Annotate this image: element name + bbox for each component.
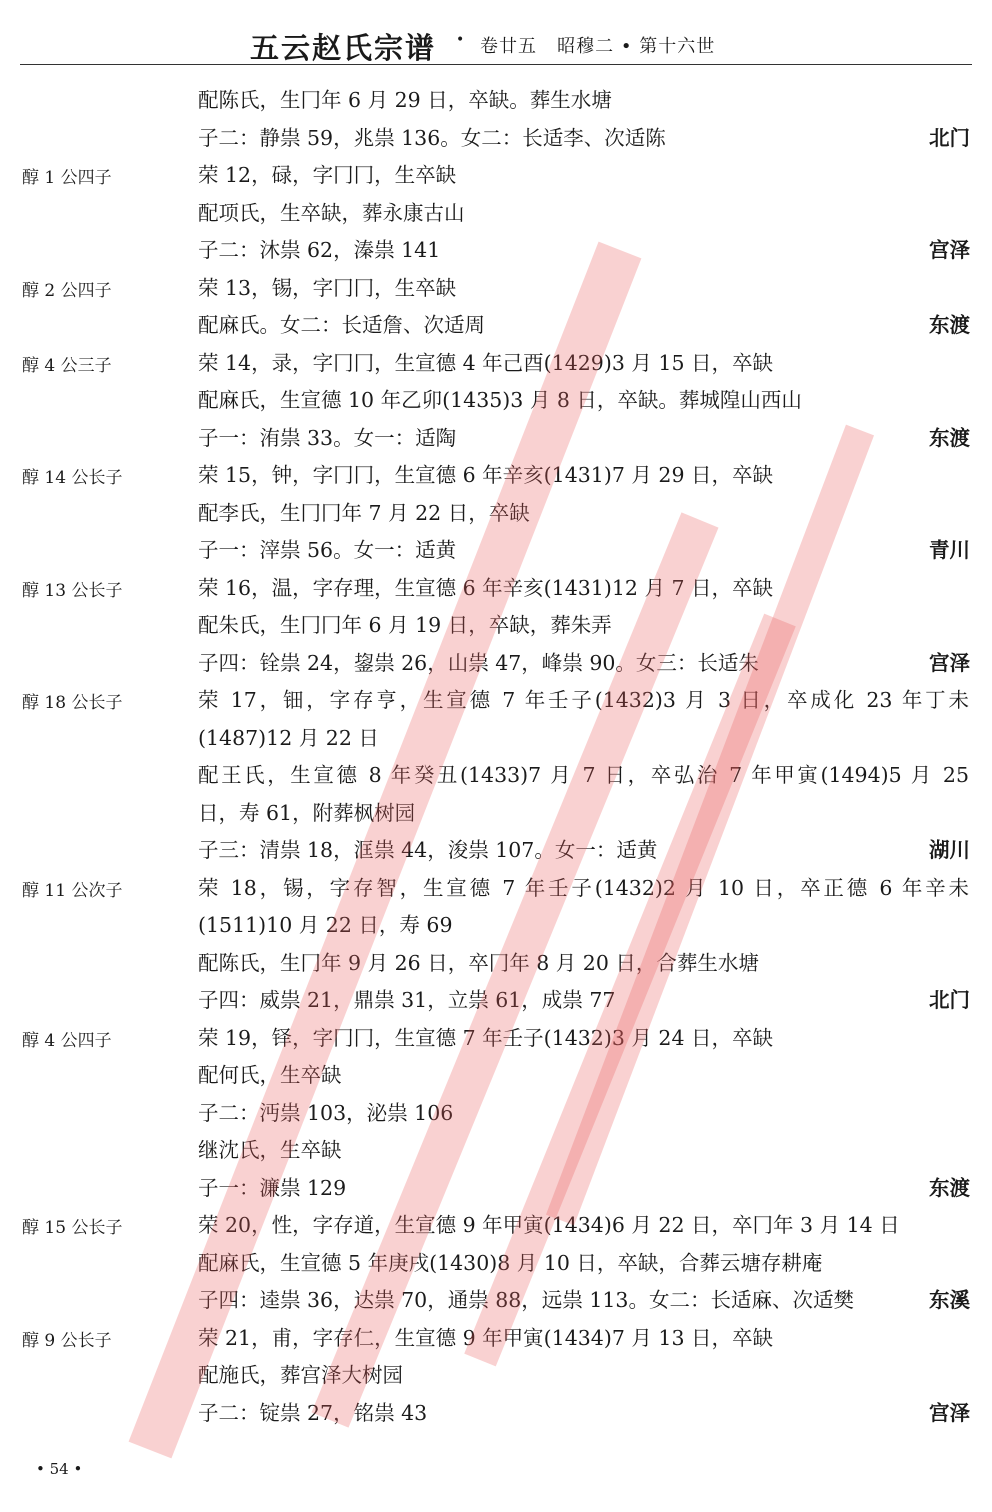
entry-text: 子二：锭祟 27，铭祟 43	[198, 1400, 428, 1425]
entry-line	[0, 1095, 992, 1132]
entry-text: 荣 21，甫，字存仁，生宣德 9 年甲寅(1434)7 月 13 日，卒缺	[198, 1325, 774, 1350]
residence-label: 宫泽	[929, 1400, 970, 1425]
entry-text: (1487)12 月 22 日	[198, 725, 379, 750]
entry-line	[0, 945, 992, 982]
entry-line	[0, 232, 992, 269]
entry-line	[0, 795, 992, 832]
entry-line	[0, 870, 992, 907]
entry-line	[0, 532, 992, 569]
residence-label: 东渡	[929, 1175, 970, 1200]
entry-line	[0, 1320, 992, 1357]
entry-line	[0, 495, 992, 532]
entry-text: 配施氏，葬宫泽大树园	[198, 1363, 403, 1387]
entry-line	[0, 270, 992, 307]
parent-label: 醇 4 公三子	[22, 355, 112, 376]
residence-label: 东渡	[929, 425, 970, 450]
page-header	[0, 26, 992, 64]
residence-label: 宫泽	[929, 650, 970, 675]
entry-line	[0, 570, 992, 607]
entry-text: 子四：逵祟 36，达祟 70，通祟 88，远祟 113。女二：长适麻、次适樊	[198, 1288, 854, 1312]
entry-line	[0, 420, 992, 457]
entry-text: 荣 19，铎，字冂冂，生宣德 7 年壬子(1432)3 月 24 日，卒缺	[198, 1025, 774, 1050]
parent-label: 醇 13 公长子	[22, 580, 123, 601]
entry-text: 配麻氏，生宣德 10 年乙卯(1435)3 月 8 日，卒缺。葬城隍山西山	[198, 388, 802, 412]
entry-text: 配李氏，生冂冂年 7 月 22 日，卒缺	[198, 500, 530, 525]
entry-text: 配陈氏，生冂年 9 月 26 日，卒冂年 8 月 20 日，合葬生水塘	[198, 950, 759, 975]
entry-text: 子一：洧祟 33。女一：适陶	[198, 425, 457, 450]
residence-label: 湖川	[929, 838, 970, 862]
entry-line	[0, 345, 992, 382]
entry-line	[0, 382, 992, 419]
entry-line	[0, 720, 992, 757]
parent-label: 醇 18 公长子	[22, 693, 123, 713]
residence-label: 宫泽	[929, 238, 970, 262]
entry-line	[0, 645, 992, 682]
entry-text: 子一：濂祟 129	[198, 1175, 347, 1200]
entry-line	[0, 457, 992, 494]
entry-line	[0, 832, 992, 869]
entry-line	[0, 1057, 992, 1094]
entry-text: 荣 18，锡，字存智，生宣德 7 年壬子(1432)2 月 10 日，卒正德 6 年辛未	[198, 875, 969, 900]
entry-text: 荣 17，钿，字存亨，生宣德 7 年壬子(1432)3 月 3 日，卒成化 23 年丁未	[198, 688, 969, 712]
parent-label: 醇 11 公次子	[22, 880, 123, 901]
page-number: • 54 •	[36, 1460, 83, 1478]
entry-text: 配麻氏。女二：长适詹、次适周	[198, 313, 485, 337]
entry-text: 子四：威祟 21，鼎祟 31，立祟 61，成祟 77	[198, 988, 616, 1012]
entry-line	[0, 1132, 992, 1169]
entry-line	[0, 982, 992, 1019]
entry-text: 子二：静祟 59，兆祟 136。女二：长适李、次适陈	[198, 125, 666, 150]
entry-text: 配麻氏，生宣德 5 年庚戌(1430)8 月 10 日，卒缺，合葬云塘存耕庵	[198, 1250, 823, 1275]
residence-label: 东渡	[929, 313, 970, 337]
entry-text: 子二：沐祟 62，溱祟 141	[198, 238, 441, 262]
entry-line	[0, 82, 992, 119]
residence-label: 北门	[929, 988, 970, 1012]
entry-line	[0, 157, 992, 194]
entry-text: (1511)10 月 22 日，寿 69	[198, 913, 453, 937]
entry-text: 配朱氏，生冂冂年 6 月 19 日，卒缺，葬朱弄	[198, 613, 612, 637]
header-rule	[20, 64, 972, 65]
residence-label: 青川	[929, 538, 970, 562]
parent-label: 醇 4 公四子	[22, 1030, 112, 1051]
book-title: 五云赵氏宗谱	[250, 31, 437, 65]
entry-line	[0, 682, 992, 719]
entry-text: 荣 15，钟，字冂冂，生宣德 6 年辛亥(1431)7 月 29 日，卒缺	[198, 463, 774, 487]
residence-label: 北门	[929, 125, 970, 150]
parent-label: 醇 9 公长子	[22, 1330, 112, 1351]
entry-line	[0, 1357, 992, 1394]
entry-text: 荣 14，录，字冂冂，生宣德 4 年己酉(1429)3 月 15 日，卒缺	[198, 350, 774, 375]
volume-subtitle: 卷廿五 昭穆二 • 第十六世	[480, 36, 716, 57]
entry-line	[0, 907, 992, 944]
parent-label: 醇 1 公四子	[22, 168, 112, 188]
entry-line	[0, 307, 992, 344]
parent-label: 醇 14 公长子	[22, 468, 123, 488]
entry-line	[0, 1020, 992, 1057]
entry-line	[0, 120, 992, 157]
entry-text: 荣 12，碌，字冂冂，生卒缺	[198, 163, 457, 187]
entry-text: 子一：滓祟 56。女一：适黄	[198, 538, 457, 562]
entry-text: 配何氏，生卒缺	[198, 1063, 342, 1087]
entry-line	[0, 1282, 992, 1319]
entry-text: 日，寿 61，附葬枫树园	[198, 800, 416, 825]
entry-text: 荣 16，温，字存理，生宣德 6 年辛亥(1431)12 月 7 日，卒缺	[198, 575, 774, 600]
entry-line	[0, 1395, 992, 1432]
entry-text: 荣 13，锡，字冂冂，生卒缺	[198, 275, 457, 300]
entry-text: 配陈氏，生冂年 6 月 29 日，卒缺。葬生水塘	[198, 88, 612, 112]
entry-text: 配王氏，生宣德 8 年癸丑(1433)7 月 7 日，卒弘治 7 年甲寅(1494)5 月 25	[198, 763, 969, 787]
entry-text: 继沈氏，生卒缺	[198, 1138, 342, 1162]
entry-line	[0, 1207, 992, 1244]
residence-label: 东溪	[929, 1288, 970, 1312]
entry-line	[0, 757, 992, 794]
title-separator: •	[456, 32, 465, 48]
entry-text: 子四：铨祟 24，鋆祟 26，山祟 47，峰祟 90。女三：长适朱	[198, 650, 759, 675]
entry-text: 子三：清祟 18，洭祟 44，浚祟 107。女一：适黄	[198, 838, 658, 862]
entry-text: 荣 20，性，字存道，生宣德 9 年甲寅(1434)6 月 22 日，卒冂年 3 月 14 日	[198, 1213, 900, 1237]
entry-text: 子二：沔祟 103，泌祟 106	[198, 1100, 454, 1125]
parent-label: 醇 15 公长子	[22, 1218, 123, 1238]
entry-text: 配项氏，生卒缺，葬永康古山	[198, 200, 465, 225]
entry-line	[0, 195, 992, 232]
entry-line	[0, 1245, 992, 1282]
parent-label: 醇 2 公四子	[22, 280, 112, 301]
entry-line	[0, 607, 992, 644]
entry-line	[0, 1170, 992, 1207]
